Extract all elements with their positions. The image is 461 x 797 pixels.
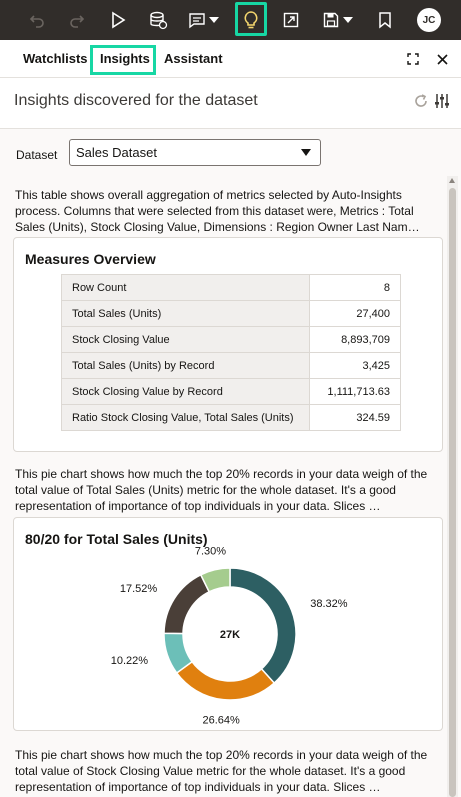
insights-header (0, 78, 461, 129)
table-row (62, 379, 401, 405)
insights-content (0, 129, 461, 797)
settings-sliders-icon[interactable] (435, 93, 449, 114)
measures-table (61, 274, 401, 431)
dataset-select-value: Sales Dataset (76, 145, 157, 160)
donut-chart (14, 545, 442, 729)
insight-description: This table shows overall aggregation of metrics selected by Auto-Insights process. Columns that were selected from this dataset were, Metrics : Total Sales (Units), Stock Closing Value, Dimensions : Region Owner Last Nam… (15, 188, 420, 234)
play-icon[interactable] (107, 0, 129, 40)
measure-name: Total Sales (Units) (62, 301, 310, 327)
measure-value: 27,400 (310, 301, 401, 327)
undo-icon[interactable] (26, 0, 48, 40)
comment-menu-button[interactable] (186, 0, 222, 40)
donut-slice[interactable] (164, 575, 209, 634)
measure-value: 324.59 (310, 405, 401, 431)
save-icon (323, 12, 339, 28)
insight-description: This pie chart shows how much the top 20% records in your data weigh of the total value of Total Sales (Units) metric for the whole dataset. It's a good representation of importance of top individuals in your data. Slices … (15, 467, 428, 513)
table-row (62, 301, 401, 327)
measure-value: 1,111,713.63 (310, 379, 401, 405)
data-refresh-icon[interactable] (146, 0, 170, 40)
scrollbar[interactable] (447, 176, 458, 797)
user-avatar[interactable]: JC (417, 8, 441, 32)
redo-icon[interactable] (66, 0, 88, 40)
donut-slice[interactable] (177, 662, 275, 700)
refresh-icon[interactable] (414, 94, 428, 113)
measure-name: Total Sales (Units) by Record (62, 353, 310, 379)
measure-name: Row Count (62, 275, 310, 301)
table-row (62, 405, 401, 431)
table-row (62, 327, 401, 353)
pareto-chart-card (13, 517, 443, 731)
measure-value: 8 (310, 275, 401, 301)
donut-slice-label: 17.52% (119, 583, 158, 596)
card-title: 80/20 for Total Sales (Units) (25, 531, 208, 547)
comment-icon (189, 13, 205, 28)
dataset-label: Dataset (16, 148, 58, 162)
insights-button-highlight (235, 2, 267, 36)
measure-name: Ratio Stock Closing Value, Total Sales (Units) (62, 405, 310, 431)
chevron-down-icon (343, 17, 353, 23)
table-row (62, 353, 401, 379)
measure-value: 8,893,709 (310, 327, 401, 353)
save-menu-button[interactable] (320, 0, 356, 40)
chevron-down-icon (209, 17, 219, 23)
insight-description: This pie chart shows how much the top 20% records in your data weigh of the total value of Stock Closing Value metric for the whole dataset. It's a good representation of importance of top individuals in your data. Slices … (15, 748, 428, 794)
table-row (62, 275, 401, 301)
page-title: Insights discovered for the dataset (14, 92, 258, 109)
donut-slice[interactable] (230, 568, 296, 683)
tab-assistant[interactable]: Assistant (164, 51, 223, 66)
donut-slice-label: 26.64% (202, 714, 240, 727)
donut-center-label: 27K (219, 629, 241, 641)
main-toolbar (0, 0, 461, 40)
scroll-up-arrow-icon[interactable] (449, 178, 455, 183)
close-icon[interactable] (434, 40, 450, 78)
tab-watchlists[interactable]: Watchlists (23, 51, 88, 66)
scrollbar-thumb[interactable] (449, 188, 456, 797)
bookmark-icon[interactable] (375, 0, 395, 40)
donut-slice-label: 10.22% (110, 655, 149, 668)
measure-name: Stock Closing Value by Record (62, 379, 310, 405)
donut-slice-label: 38.32% (310, 598, 348, 611)
panel-tabs (0, 40, 461, 78)
chevron-down-icon (301, 149, 311, 156)
measures-overview-card (13, 237, 443, 452)
dataset-select[interactable] (69, 139, 321, 166)
insights-tab-highlight (90, 45, 156, 75)
tab-insights[interactable]: Insights (100, 51, 150, 66)
expand-icon[interactable] (405, 40, 421, 78)
export-icon[interactable] (280, 0, 302, 40)
measure-value: 3,425 (310, 353, 401, 379)
measure-name: Stock Closing Value (62, 327, 310, 353)
card-title: Measures Overview (25, 251, 156, 267)
donut-slice-label: 7.30% (194, 545, 227, 558)
